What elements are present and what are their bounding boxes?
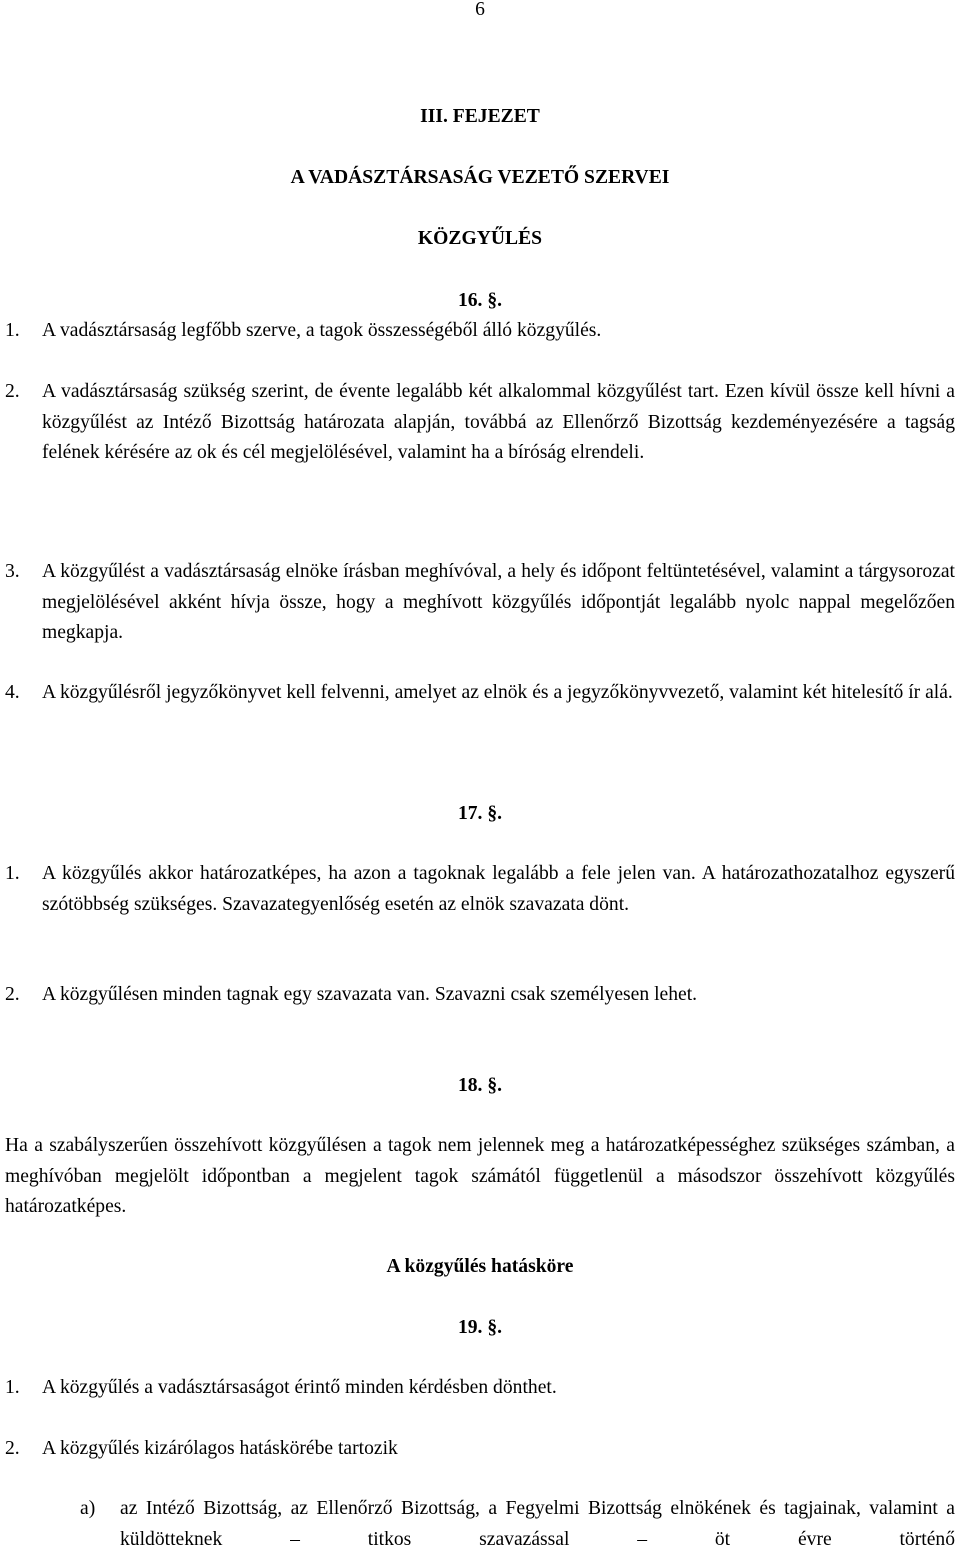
list-item-text: az Intéző Bizottság, az Ellenőrző Bizottság, a Fegyelmi Bizottság elnökének és tagjainak, valamint a küldötteknek – titkos szavazással – öt évre történő: [120, 1498, 955, 1550]
paragraph-text: A közgyűlés akkor határozatképes, ha azon a tagoknak legalább a fele jelen van. A határozathozatalhoz egyszerű szótöbbség szükséges. Szavazategyenlőség esetén az elnök szavazata dönt.: [42, 863, 955, 915]
competence-title: A közgyűlés hatásköre: [386, 1256, 574, 1277]
paragraph-16-4: [5, 678, 955, 709]
chapter-heading: III. FEJEZET: [420, 106, 540, 127]
paragraph-19-1: [5, 1373, 955, 1404]
paragraph-16-1: [5, 316, 955, 347]
paragraph-16-2: [5, 377, 955, 469]
paragraph-text: A közgyűlésen minden tagnak egy szavazata van. Szavazni csak személyesen lehet.: [42, 984, 698, 1005]
paragraph-text: A közgyűlésről jegyzőkönyvet kell felvenni, amelyet az elnök és a jegyzőkönyvvezető, valamint két hitelesítő ír alá.: [42, 682, 953, 703]
section-16-heading: 16. §.: [457, 290, 503, 311]
paragraph-19-2: [5, 1434, 955, 1465]
paragraph-number: 4.: [5, 682, 20, 703]
chapter-title: A VADÁSZTÁRSASÁG VEZETŐ SZERVEI: [290, 167, 670, 188]
page-number: 6: [475, 0, 485, 20]
paragraph-16-3: [5, 557, 955, 649]
paragraph-text: A közgyűlést a vadásztársaság elnöke írásban meghívóval, a hely és időpont feltüntetésével, valamint a tárgysorozat megjelölésével akként hívja össze, hogy a meghívott közgyűlés időpontját legalább nyolc nappal megelőzően megkapja.: [42, 561, 955, 644]
paragraph-number: 1.: [5, 1377, 20, 1398]
paragraph-17-2: [5, 980, 955, 1011]
paragraph-number: 2.: [5, 984, 20, 1005]
paragraph-17-1: [5, 859, 955, 920]
paragraph-number: 2.: [5, 1438, 20, 1459]
paragraph-text: A közgyűlés a vadásztársaságot érintő minden kérdésben dönthet.: [42, 1377, 557, 1398]
paragraph-number: 3.: [5, 561, 20, 582]
list-marker: a): [80, 1498, 96, 1519]
paragraph-18: Ha a szabályszerűen összehívott közgyűlésen a tagok nem jelennek meg a határozatképességhez szükséges számban, a meghívóban megjelölt időpontban a megjelent tagok számától függetlenül a másodszor összehívott közgyűlés határozatképes.: [5, 1135, 955, 1218]
section-19-heading: 19. §.: [457, 1317, 503, 1338]
paragraph-text: A vadásztársaság szükség szerint, de évente legalább két alkalommal közgyűlést tart. Ezen kívül össze kell hívni a közgyűlést az Intéző Bizottság határozata alapján, továbbá az Ellenőrző Bizottság kezdeményezésére a tagság felének kérésére az ok és cél megjelölésével, valamint ha a bíróság elrendeli.: [42, 381, 955, 464]
paragraph-number: 2.: [5, 381, 20, 402]
paragraph-text: A vadásztársaság legfőbb szerve, a tagok összességéből álló közgyűlés.: [42, 320, 602, 341]
paragraph-number: 1.: [5, 320, 20, 341]
list-item-19-2-a: [80, 1494, 955, 1555]
section-18-heading: 18. §.: [457, 1075, 503, 1096]
paragraph-number: 1.: [5, 863, 20, 884]
section-17-heading: 17. §.: [457, 803, 503, 824]
section-title: KÖZGYŰLÉS: [417, 228, 543, 249]
paragraph-text: A közgyűlés kizárólagos hatáskörébe tartozik: [42, 1438, 398, 1459]
